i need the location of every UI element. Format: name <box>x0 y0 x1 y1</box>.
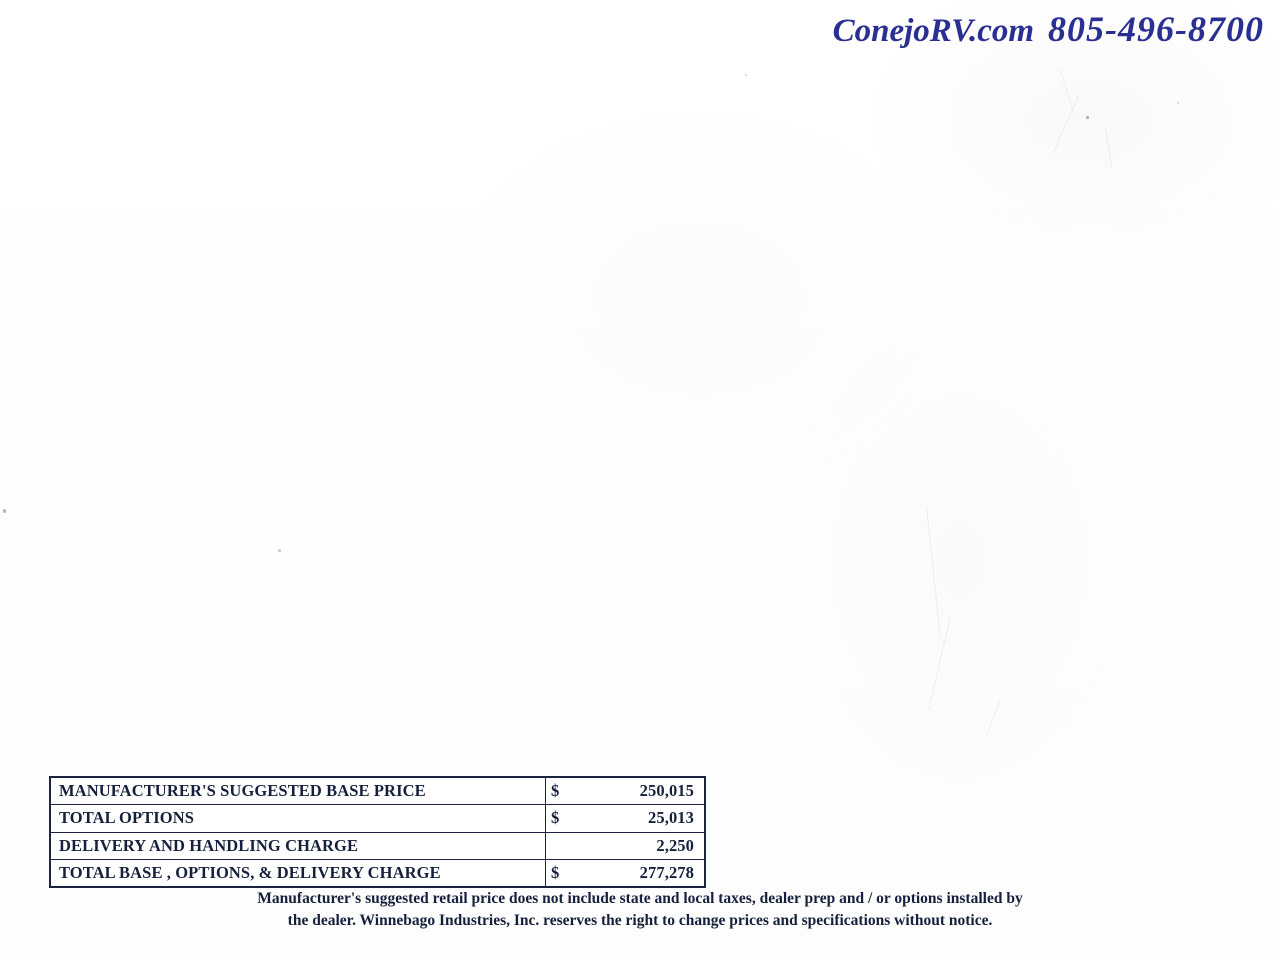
paper-speck <box>745 74 747 76</box>
paper-speck <box>278 549 281 552</box>
price-row-currency <box>546 832 572 859</box>
price-row-currency: $ <box>546 805 572 832</box>
dealer-watermark <box>833 8 1264 50</box>
paper-crease <box>1105 128 1112 168</box>
disclaimer-line-1: Manufacturer's suggested retail price does not include state and local taxes, dealer prep and / or options installed by <box>257 890 1023 907</box>
table-row <box>50 777 705 805</box>
paper-speck <box>3 509 6 513</box>
table-row <box>50 832 705 859</box>
price-row-amount: 25,013 <box>571 805 705 832</box>
dealer-phone: 805-496-8700 <box>1048 9 1264 49</box>
price-row-currency: $ <box>546 777 572 805</box>
disclaimer-line-2: the dealer. Winnebago Industries, Inc. reserves the right to change prices and specifications without notice. <box>287 912 993 929</box>
price-row-label: DELIVERY AND HANDLING CHARGE <box>50 832 546 859</box>
price-row-amount: 277,278 <box>571 859 705 887</box>
table-row <box>50 805 705 832</box>
paper-crease <box>985 700 1001 737</box>
price-row-label: TOTAL OPTIONS <box>50 805 546 832</box>
price-row-label: TOTAL BASE , OPTIONS, & DELIVERY CHARGE <box>50 859 546 887</box>
price-row-amount: 250,015 <box>571 777 705 805</box>
table-row <box>50 859 705 887</box>
price-row-label: MANUFACTURER'S SUGGESTED BASE PRICE <box>50 777 546 805</box>
paper-speck <box>1177 102 1179 104</box>
disclaimer-text <box>180 888 1100 932</box>
paper-speck <box>1086 116 1089 119</box>
price-row-currency: $ <box>546 859 572 887</box>
paper-crease <box>926 506 941 635</box>
paper-crease <box>1053 96 1079 153</box>
price-summary-table <box>49 776 706 888</box>
price-row-amount: 2,250 <box>571 832 705 859</box>
dealer-website: ConejoRV.com <box>832 13 1035 49</box>
